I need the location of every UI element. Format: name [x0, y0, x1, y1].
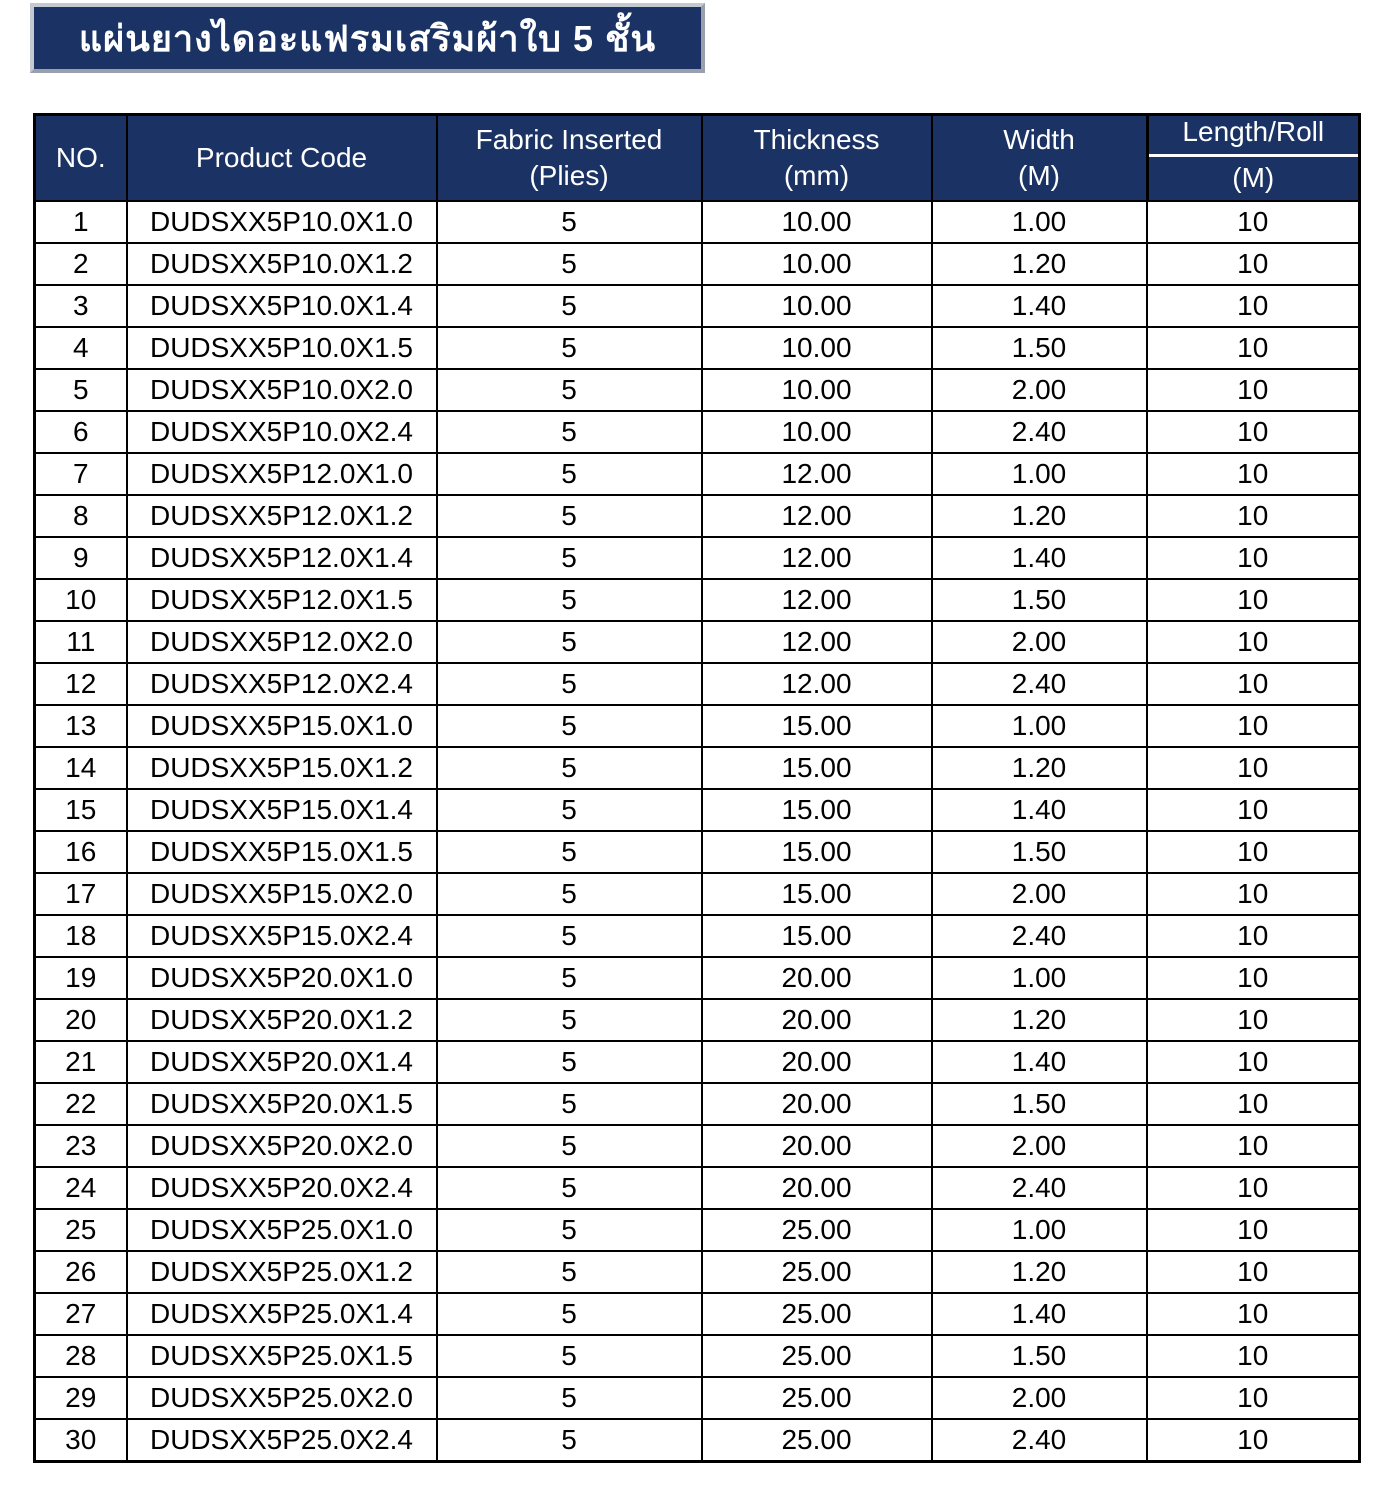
plies-cell: 5 [437, 285, 702, 327]
col-header-length-roll-box [1147, 115, 1360, 202]
table-row [35, 579, 1360, 621]
plies-cell: 5 [437, 369, 702, 411]
product-spec-table [33, 113, 1361, 1463]
table-row [35, 1251, 1360, 1293]
length-cell: 10 [1147, 663, 1360, 705]
no-cell: 8 [35, 495, 127, 537]
thickness-cell: 10.00 [702, 201, 932, 243]
no-cell: 30 [35, 1419, 127, 1462]
page-title [30, 3, 705, 73]
width-cell: 1.20 [932, 243, 1147, 285]
table-header [35, 115, 1360, 202]
length-cell: 10 [1147, 1377, 1360, 1419]
product-code-cell: DUDSXX5P25.0X1.2 [127, 1251, 437, 1293]
thickness-cell: 20.00 [702, 1167, 932, 1209]
product-code-cell: DUDSXX5P12.0X2.0 [127, 621, 437, 663]
col-header-product-code-line1: Product Code [195, 142, 368, 173]
no-cell: 14 [35, 747, 127, 789]
table-row [35, 747, 1360, 789]
length-cell: 10 [1147, 411, 1360, 453]
length-cell: 10 [1147, 579, 1360, 621]
width-cell: 1.20 [932, 1251, 1147, 1293]
no-cell: 7 [35, 453, 127, 495]
width-cell: 1.50 [932, 327, 1147, 369]
no-cell: 24 [35, 1167, 127, 1209]
no-cell: 4 [35, 327, 127, 369]
thickness-cell: 25.00 [702, 1209, 932, 1251]
thickness-cell: 15.00 [702, 915, 932, 957]
col-header-fabric-inserted-line2: (Plies) [529, 160, 609, 191]
length-cell: 10 [1147, 789, 1360, 831]
no-cell: 1 [35, 201, 127, 243]
col-header-length-roll-line2: (M) [1232, 162, 1275, 194]
product-code-cell: DUDSXX5P12.0X2.4 [127, 663, 437, 705]
product-code-cell: DUDSXX5P15.0X1.2 [127, 747, 437, 789]
table-row [35, 243, 1360, 285]
product-code-cell: DUDSXX5P10.0X1.5 [127, 327, 437, 369]
col-header-fabric-inserted-line1: Fabric Inserted [475, 124, 663, 155]
length-cell: 10 [1147, 1209, 1360, 1251]
col-header-no [35, 115, 127, 202]
table-row [35, 789, 1360, 831]
table-row [35, 495, 1360, 537]
length-cell: 10 [1147, 621, 1360, 663]
no-cell: 13 [35, 705, 127, 747]
plies-cell: 5 [437, 579, 702, 621]
thickness-cell: 15.00 [702, 789, 932, 831]
thickness-cell: 25.00 [702, 1419, 932, 1462]
product-code-cell: DUDSXX5P12.0X1.5 [127, 579, 437, 621]
plies-cell: 5 [437, 1125, 702, 1167]
width-cell: 1.00 [932, 957, 1147, 999]
no-cell: 28 [35, 1335, 127, 1377]
col-header-width-line2: (M) [1018, 160, 1060, 191]
length-cell: 10 [1147, 1125, 1360, 1167]
plies-cell: 5 [437, 705, 702, 747]
length-cell: 10 [1147, 285, 1360, 327]
table-row [35, 1167, 1360, 1209]
length-cell: 10 [1147, 1041, 1360, 1083]
product-code-cell: DUDSXX5P25.0X2.0 [127, 1377, 437, 1419]
plies-cell: 5 [437, 1293, 702, 1335]
width-cell: 2.00 [932, 621, 1147, 663]
width-cell: 1.50 [932, 1335, 1147, 1377]
length-cell: 10 [1147, 705, 1360, 747]
table-row [35, 1377, 1360, 1419]
no-cell: 18 [35, 915, 127, 957]
table-row [35, 999, 1360, 1041]
plies-cell: 5 [437, 663, 702, 705]
thickness-cell: 12.00 [702, 579, 932, 621]
width-cell: 1.50 [932, 831, 1147, 873]
length-cell: 10 [1147, 1419, 1360, 1462]
length-cell: 10 [1147, 1083, 1360, 1125]
no-cell: 29 [35, 1377, 127, 1419]
thickness-cell: 20.00 [702, 999, 932, 1041]
thickness-cell: 10.00 [702, 411, 932, 453]
length-cell: 10 [1147, 747, 1360, 789]
product-code-cell: DUDSXX5P20.0X2.0 [127, 1125, 437, 1167]
thickness-cell: 12.00 [702, 495, 932, 537]
thickness-cell: 10.00 [702, 243, 932, 285]
width-cell: 1.40 [932, 537, 1147, 579]
table-row [35, 285, 1360, 327]
table-row [35, 537, 1360, 579]
plies-cell: 5 [437, 831, 702, 873]
no-cell: 25 [35, 1209, 127, 1251]
thickness-cell: 20.00 [702, 1083, 932, 1125]
no-cell: 23 [35, 1125, 127, 1167]
thickness-cell: 15.00 [702, 747, 932, 789]
width-cell: 1.50 [932, 1083, 1147, 1125]
product-code-cell: DUDSXX5P10.0X1.2 [127, 243, 437, 285]
length-cell: 10 [1147, 1335, 1360, 1377]
width-cell: 2.00 [932, 873, 1147, 915]
width-cell: 1.40 [932, 789, 1147, 831]
product-code-cell: DUDSXX5P25.0X1.5 [127, 1335, 437, 1377]
plies-cell: 5 [437, 327, 702, 369]
plies-cell: 5 [437, 1041, 702, 1083]
product-code-cell: DUDSXX5P10.0X2.4 [127, 411, 437, 453]
width-cell: 2.40 [932, 663, 1147, 705]
page-title-text: แผ่นยางไดอะแฟรมเสริมผ้าใบ 5 ชั้น [78, 17, 657, 59]
thickness-cell: 10.00 [702, 327, 932, 369]
plies-cell: 5 [437, 1083, 702, 1125]
length-cell: 10 [1147, 243, 1360, 285]
length-cell: 10 [1147, 873, 1360, 915]
col-header-width-line1: Width [1003, 124, 1075, 155]
col-header-length-roll [1147, 115, 1360, 202]
col-header-thickness [702, 115, 932, 202]
product-code-cell: DUDSXX5P20.0X1.4 [127, 1041, 437, 1083]
product-code-cell: DUDSXX5P10.0X1.0 [127, 201, 437, 243]
thickness-cell: 10.00 [702, 285, 932, 327]
product-code-cell: DUDSXX5P20.0X1.2 [127, 999, 437, 1041]
width-cell: 2.00 [932, 1125, 1147, 1167]
no-cell: 2 [35, 243, 127, 285]
width-cell: 1.50 [932, 579, 1147, 621]
product-code-cell: DUDSXX5P10.0X1.4 [127, 285, 437, 327]
length-cell: 10 [1147, 327, 1360, 369]
product-code-cell: DUDSXX5P12.0X1.0 [127, 453, 437, 495]
plies-cell: 5 [437, 201, 702, 243]
thickness-cell: 15.00 [702, 705, 932, 747]
width-cell: 2.40 [932, 411, 1147, 453]
col-header-thickness-line1: Thickness [753, 124, 880, 155]
plies-cell: 5 [437, 1167, 702, 1209]
table-row [35, 705, 1360, 747]
no-cell: 10 [35, 579, 127, 621]
thickness-cell: 12.00 [702, 537, 932, 579]
table-row [35, 1419, 1360, 1462]
length-cell: 10 [1147, 1293, 1360, 1335]
product-code-cell: DUDSXX5P20.0X1.0 [127, 957, 437, 999]
table-row [35, 1209, 1360, 1251]
col-header-length-roll-line1: Length/Roll [1149, 115, 1359, 157]
width-cell: 1.00 [932, 201, 1147, 243]
no-cell: 3 [35, 285, 127, 327]
col-header-product-code [127, 115, 437, 202]
plies-cell: 5 [437, 537, 702, 579]
thickness-cell: 12.00 [702, 663, 932, 705]
thickness-cell: 25.00 [702, 1293, 932, 1335]
width-cell: 1.20 [932, 495, 1147, 537]
table-row [35, 1335, 1360, 1377]
col-header-width [932, 115, 1147, 202]
table-row [35, 1125, 1360, 1167]
col-header-fabric-inserted [437, 115, 702, 202]
thickness-cell: 15.00 [702, 831, 932, 873]
plies-cell: 5 [437, 747, 702, 789]
product-code-cell: DUDSXX5P12.0X1.2 [127, 495, 437, 537]
no-cell: 27 [35, 1293, 127, 1335]
thickness-cell: 12.00 [702, 453, 932, 495]
length-cell: 10 [1147, 201, 1360, 243]
product-code-cell: DUDSXX5P10.0X2.0 [127, 369, 437, 411]
product-code-cell: DUDSXX5P15.0X2.0 [127, 873, 437, 915]
plies-cell: 5 [437, 873, 702, 915]
table-row [35, 1083, 1360, 1125]
length-cell: 10 [1147, 537, 1360, 579]
length-cell: 10 [1147, 831, 1360, 873]
table-row [35, 915, 1360, 957]
no-cell: 21 [35, 1041, 127, 1083]
product-code-cell: DUDSXX5P15.0X1.5 [127, 831, 437, 873]
thickness-cell: 20.00 [702, 1041, 932, 1083]
col-header-no-line1: NO. [55, 142, 106, 173]
table-row [35, 621, 1360, 663]
no-cell: 15 [35, 789, 127, 831]
width-cell: 1.40 [932, 285, 1147, 327]
plies-cell: 5 [437, 957, 702, 999]
col-header-thickness-line2: (mm) [783, 160, 850, 191]
no-cell: 22 [35, 1083, 127, 1125]
width-cell: 1.40 [932, 1041, 1147, 1083]
no-cell: 5 [35, 369, 127, 411]
width-cell: 1.00 [932, 1209, 1147, 1251]
plies-cell: 5 [437, 915, 702, 957]
no-cell: 16 [35, 831, 127, 873]
plies-cell: 5 [437, 1335, 702, 1377]
no-cell: 20 [35, 999, 127, 1041]
table-row [35, 411, 1360, 453]
table-row [35, 453, 1360, 495]
table-row [35, 201, 1360, 243]
product-code-cell: DUDSXX5P20.0X1.5 [127, 1083, 437, 1125]
product-code-cell: DUDSXX5P12.0X1.4 [127, 537, 437, 579]
thickness-cell: 25.00 [702, 1377, 932, 1419]
plies-cell: 5 [437, 411, 702, 453]
width-cell: 1.40 [932, 1293, 1147, 1335]
length-cell: 10 [1147, 495, 1360, 537]
length-cell: 10 [1147, 957, 1360, 999]
width-cell: 2.00 [932, 369, 1147, 411]
length-cell: 10 [1147, 369, 1360, 411]
product-code-cell: DUDSXX5P20.0X2.4 [127, 1167, 437, 1209]
table-row [35, 369, 1360, 411]
plies-cell: 5 [437, 1251, 702, 1293]
table-row [35, 1293, 1360, 1335]
width-cell: 2.40 [932, 915, 1147, 957]
plies-cell: 5 [437, 999, 702, 1041]
product-code-cell: DUDSXX5P25.0X1.0 [127, 1209, 437, 1251]
length-cell: 10 [1147, 1167, 1360, 1209]
no-cell: 11 [35, 621, 127, 663]
width-cell: 2.00 [932, 1377, 1147, 1419]
plies-cell: 5 [437, 243, 702, 285]
width-cell: 1.20 [932, 999, 1147, 1041]
no-cell: 9 [35, 537, 127, 579]
width-cell: 2.40 [932, 1419, 1147, 1462]
width-cell: 1.00 [932, 705, 1147, 747]
no-cell: 12 [35, 663, 127, 705]
plies-cell: 5 [437, 1209, 702, 1251]
table-row [35, 663, 1360, 705]
thickness-cell: 15.00 [702, 873, 932, 915]
table-row [35, 1041, 1360, 1083]
no-cell: 17 [35, 873, 127, 915]
product-code-cell: DUDSXX5P15.0X2.4 [127, 915, 437, 957]
plies-cell: 5 [437, 1377, 702, 1419]
table-row [35, 831, 1360, 873]
product-code-cell: DUDSXX5P15.0X1.4 [127, 789, 437, 831]
table-row [35, 957, 1360, 999]
length-cell: 10 [1147, 1251, 1360, 1293]
thickness-cell: 25.00 [702, 1335, 932, 1377]
no-cell: 19 [35, 957, 127, 999]
plies-cell: 5 [437, 453, 702, 495]
thickness-cell: 10.00 [702, 369, 932, 411]
table-row [35, 327, 1360, 369]
thickness-cell: 12.00 [702, 621, 932, 663]
length-cell: 10 [1147, 915, 1360, 957]
product-code-cell: DUDSXX5P25.0X2.4 [127, 1419, 437, 1462]
product-code-cell: DUDSXX5P15.0X1.0 [127, 705, 437, 747]
header-row [35, 115, 1360, 202]
width-cell: 1.20 [932, 747, 1147, 789]
width-cell: 1.00 [932, 453, 1147, 495]
thickness-cell: 20.00 [702, 1125, 932, 1167]
product-code-cell: DUDSXX5P25.0X1.4 [127, 1293, 437, 1335]
length-cell: 10 [1147, 453, 1360, 495]
thickness-cell: 25.00 [702, 1251, 932, 1293]
length-cell: 10 [1147, 999, 1360, 1041]
table-row [35, 873, 1360, 915]
plies-cell: 5 [437, 495, 702, 537]
width-cell: 2.40 [932, 1167, 1147, 1209]
plies-cell: 5 [437, 789, 702, 831]
table-body [35, 201, 1360, 1462]
plies-cell: 5 [437, 621, 702, 663]
thickness-cell: 20.00 [702, 957, 932, 999]
no-cell: 26 [35, 1251, 127, 1293]
plies-cell: 5 [437, 1419, 702, 1462]
no-cell: 6 [35, 411, 127, 453]
